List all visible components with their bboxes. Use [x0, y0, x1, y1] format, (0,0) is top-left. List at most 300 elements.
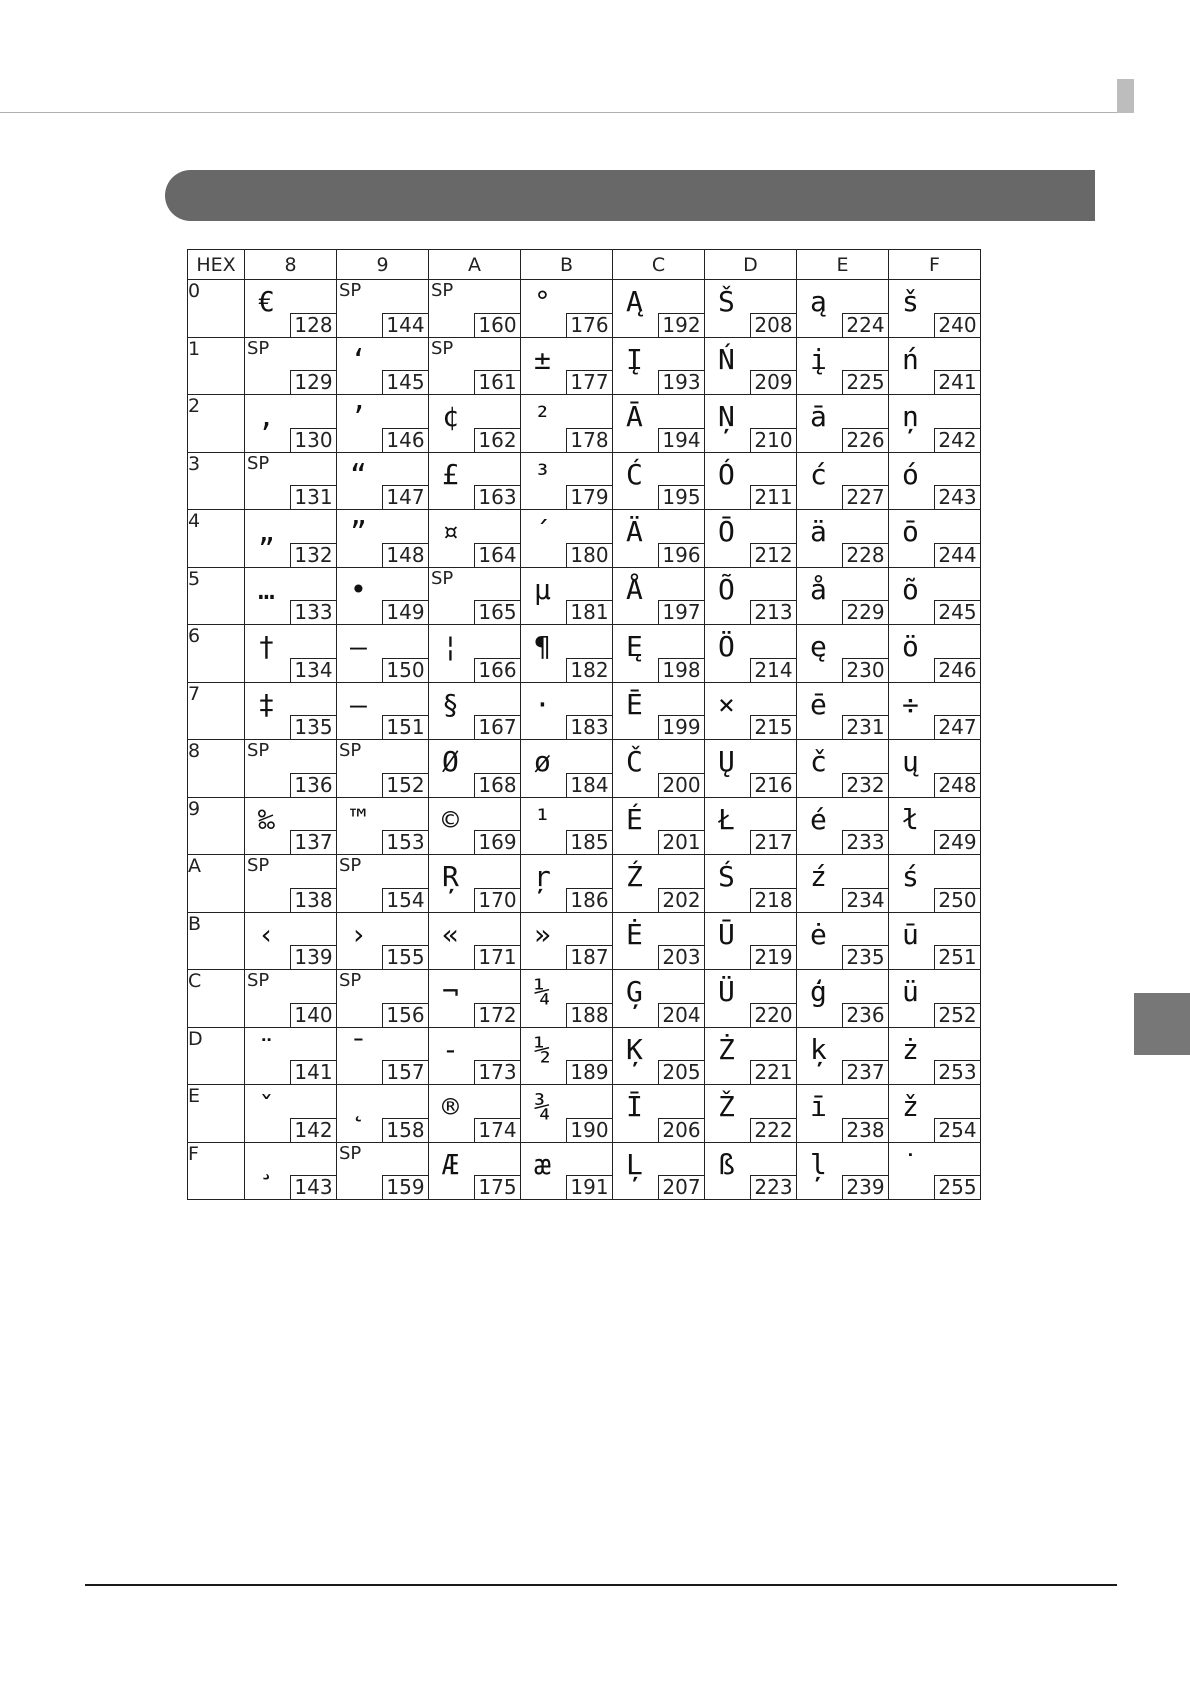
- char-code: 240: [934, 313, 980, 337]
- char-code: 218: [750, 888, 796, 912]
- char-cell: [889, 797, 981, 855]
- char-glyph: Ź: [626, 860, 643, 893]
- char-cell: [797, 510, 889, 568]
- row-header: 5: [188, 567, 245, 625]
- char-code: 242: [934, 428, 980, 452]
- char-glyph: ģ: [810, 975, 827, 1008]
- column-header: F: [889, 250, 981, 280]
- table-row: [188, 970, 981, 1028]
- char-code: 183: [566, 715, 612, 739]
- char-cell: [245, 740, 337, 798]
- char-code: 238: [842, 1118, 888, 1142]
- char-code: 169: [474, 830, 520, 854]
- char-glyph: ˙: [902, 1147, 919, 1181]
- char-glyph: SP: [339, 740, 362, 761]
- char-code: 221: [750, 1060, 796, 1084]
- char-cell: [613, 855, 705, 913]
- char-code: 219: [750, 945, 796, 969]
- char-code: 182: [566, 658, 612, 682]
- char-code: 241: [934, 370, 980, 394]
- row-header: 9: [188, 797, 245, 855]
- row-header: 2: [188, 395, 245, 453]
- char-glyph: ó: [902, 457, 919, 491]
- char-glyph: °: [534, 285, 551, 318]
- char-code: 213: [750, 600, 796, 624]
- char-cell: [429, 1142, 521, 1200]
- char-glyph: ÷: [902, 687, 919, 721]
- char-cell: [613, 970, 705, 1028]
- char-code: 200: [658, 773, 704, 797]
- char-cell: [797, 337, 889, 395]
- char-code: 197: [658, 600, 704, 624]
- char-code: 254: [934, 1118, 980, 1142]
- char-cell: [245, 337, 337, 395]
- char-glyph: ż: [902, 1032, 919, 1066]
- char-glyph: –: [350, 630, 367, 663]
- table-row: [188, 280, 981, 338]
- char-code: 149: [382, 600, 428, 624]
- char-cell: [337, 682, 429, 740]
- char-glyph: Å: [626, 572, 643, 606]
- char-cell: [889, 1142, 981, 1200]
- char-cell: [337, 452, 429, 510]
- char-glyph: Č: [626, 745, 643, 778]
- row-header: B: [188, 912, 245, 970]
- char-code: 232: [842, 773, 888, 797]
- char-cell: [889, 452, 981, 510]
- char-code: 160: [474, 313, 520, 337]
- char-cell: [705, 1085, 797, 1143]
- char-glyph: ā: [810, 400, 827, 433]
- table-row: [188, 625, 981, 683]
- char-cell: [429, 395, 521, 453]
- char-glyph: ć: [810, 457, 827, 491]
- char-code: 143: [290, 1175, 336, 1199]
- char-code: 162: [474, 428, 520, 452]
- char-code: 151: [382, 715, 428, 739]
- char-code: 137: [290, 830, 336, 854]
- character-code-table: [187, 249, 981, 1200]
- char-code: 194: [658, 428, 704, 452]
- corner-tab: [1117, 79, 1134, 113]
- char-code: 231: [842, 715, 888, 739]
- char-cell: [889, 1027, 981, 1085]
- char-cell: [889, 510, 981, 568]
- char-code: 173: [474, 1060, 520, 1084]
- char-code: 139: [290, 945, 336, 969]
- char-cell: [797, 625, 889, 683]
- char-glyph: SP: [339, 855, 362, 876]
- char-glyph: ł: [902, 802, 919, 836]
- char-cell: [797, 740, 889, 798]
- char-glyph: ß: [718, 1147, 735, 1181]
- top-rule: [0, 112, 1134, 113]
- char-cell: [521, 625, 613, 683]
- char-code: 130: [290, 428, 336, 452]
- char-glyph: ü: [902, 975, 919, 1008]
- char-glyph: ˛: [350, 1090, 367, 1123]
- char-glyph: “: [350, 457, 367, 491]
- char-code: 209: [750, 370, 796, 394]
- char-code: 129: [290, 370, 336, 394]
- char-glyph: ū: [902, 917, 919, 951]
- char-code: 244: [934, 543, 980, 567]
- char-code: 164: [474, 543, 520, 567]
- char-glyph: Ż: [718, 1032, 735, 1066]
- char-cell: [889, 337, 981, 395]
- char-glyph: ō: [902, 515, 919, 548]
- char-code: 199: [658, 715, 704, 739]
- char-glyph: ś: [902, 860, 919, 893]
- char-code: 215: [750, 715, 796, 739]
- char-cell: [613, 797, 705, 855]
- char-glyph: ›: [350, 917, 367, 951]
- char-code: 245: [934, 600, 980, 624]
- column-header: E: [797, 250, 889, 280]
- char-glyph: SP: [247, 452, 270, 474]
- char-cell: [613, 452, 705, 510]
- row-header: 0: [188, 280, 245, 338]
- char-glyph: †: [258, 630, 275, 663]
- hex-corner-label: HEX: [188, 250, 245, 280]
- char-cell: [337, 740, 429, 798]
- char-glyph: SP: [431, 567, 454, 589]
- char-code: 226: [842, 428, 888, 452]
- char-cell: [521, 452, 613, 510]
- char-cell: [797, 1085, 889, 1143]
- char-code: 193: [658, 370, 704, 394]
- char-glyph: »: [534, 917, 551, 951]
- char-cell: [337, 625, 429, 683]
- char-cell: [429, 855, 521, 913]
- char-code: 174: [474, 1118, 520, 1142]
- char-cell: [521, 682, 613, 740]
- char-cell: [245, 510, 337, 568]
- char-code: 223: [750, 1175, 796, 1199]
- char-glyph: ”: [350, 515, 367, 548]
- char-glyph: Į: [626, 342, 643, 376]
- char-cell: [705, 912, 797, 970]
- char-glyph: š: [902, 285, 919, 318]
- char-glyph: ¢: [442, 400, 459, 433]
- char-cell: [797, 682, 889, 740]
- char-cell: [613, 682, 705, 740]
- char-code: 142: [290, 1118, 336, 1142]
- char-cell: [889, 625, 981, 683]
- char-code: 227: [842, 485, 888, 509]
- char-cell: [521, 797, 613, 855]
- char-code: 148: [382, 543, 428, 567]
- char-code: 253: [934, 1060, 980, 1084]
- char-code: 188: [566, 1003, 612, 1027]
- char-glyph: Ć: [626, 457, 643, 491]
- char-cell: [521, 970, 613, 1028]
- column-header: 8: [245, 250, 337, 280]
- char-cell: [521, 1085, 613, 1143]
- row-header: 7: [188, 682, 245, 740]
- char-cell: [245, 1142, 337, 1200]
- char-glyph: Õ: [718, 572, 735, 606]
- char-glyph: Ø: [442, 745, 459, 778]
- char-cell: [705, 625, 797, 683]
- char-cell: [245, 797, 337, 855]
- char-code: 222: [750, 1118, 796, 1142]
- char-cell: [337, 1027, 429, 1085]
- char-cell: [429, 970, 521, 1028]
- char-code: 166: [474, 658, 520, 682]
- char-cell: [705, 1027, 797, 1085]
- char-glyph: SP: [339, 1142, 362, 1164]
- table-row: [188, 395, 981, 453]
- table-row: [188, 1085, 981, 1143]
- char-cell: [429, 280, 521, 338]
- char-code: 179: [566, 485, 612, 509]
- char-glyph: ¨: [258, 1032, 275, 1066]
- char-glyph: ´: [534, 515, 551, 548]
- char-cell: [245, 1085, 337, 1143]
- char-glyph: ę: [810, 630, 827, 663]
- char-code: 192: [658, 313, 704, 337]
- char-glyph: į: [810, 342, 827, 376]
- char-cell: [429, 625, 521, 683]
- char-code: 144: [382, 313, 428, 337]
- char-cell: [245, 280, 337, 338]
- char-glyph: ų: [902, 745, 919, 778]
- char-code: 171: [474, 945, 520, 969]
- char-glyph: §: [442, 687, 459, 721]
- char-glyph: ®: [442, 1090, 459, 1123]
- char-cell: [705, 567, 797, 625]
- char-code: 131: [290, 485, 336, 509]
- char-glyph: ’: [350, 400, 367, 433]
- char-code: 247: [934, 715, 980, 739]
- char-cell: [889, 970, 981, 1028]
- char-code: 191: [566, 1175, 612, 1199]
- row-header: D: [188, 1027, 245, 1085]
- char-glyph: Ģ: [626, 975, 643, 1008]
- table-row: [188, 740, 981, 798]
- char-glyph: ¬: [442, 975, 459, 1008]
- char-cell: [705, 797, 797, 855]
- char-cell: [889, 682, 981, 740]
- char-cell: [613, 510, 705, 568]
- char-glyph: Ä: [626, 515, 643, 548]
- char-glyph: å: [810, 572, 827, 606]
- char-cell: [245, 567, 337, 625]
- row-header: E: [188, 1085, 245, 1143]
- char-cell: [705, 452, 797, 510]
- char-cell: [337, 1142, 429, 1200]
- char-glyph: Ķ: [626, 1032, 643, 1066]
- char-glyph: Ų: [718, 745, 735, 778]
- char-cell: [613, 912, 705, 970]
- char-code: 140: [290, 1003, 336, 1027]
- char-glyph: ¦: [442, 630, 459, 663]
- char-code: 255: [934, 1175, 980, 1199]
- char-cell: [797, 1027, 889, 1085]
- char-cell: [889, 280, 981, 338]
- char-glyph: ½: [534, 1032, 551, 1066]
- char-cell: [613, 1085, 705, 1143]
- char-glyph: —: [350, 687, 367, 721]
- char-glyph: ·: [534, 687, 551, 721]
- char-cell: [429, 337, 521, 395]
- char-code: 206: [658, 1118, 704, 1142]
- char-code: 210: [750, 428, 796, 452]
- char-glyph: …: [258, 572, 275, 606]
- char-cell: [245, 395, 337, 453]
- char-code: 155: [382, 945, 428, 969]
- char-glyph: SP: [247, 970, 270, 991]
- char-code: 176: [566, 313, 612, 337]
- char-cell: [245, 452, 337, 510]
- char-cell: [797, 970, 889, 1028]
- char-code: 224: [842, 313, 888, 337]
- table-row: [188, 567, 981, 625]
- char-code: 233: [842, 830, 888, 854]
- row-header: 6: [188, 625, 245, 683]
- char-cell: [797, 395, 889, 453]
- char-cell: [705, 510, 797, 568]
- char-glyph: µ: [534, 572, 551, 606]
- char-code: 178: [566, 428, 612, 452]
- char-code: 136: [290, 773, 336, 797]
- char-glyph: õ: [902, 572, 919, 606]
- table-row: [188, 682, 981, 740]
- char-glyph: SP: [247, 855, 270, 876]
- char-code: 135: [290, 715, 336, 739]
- char-glyph: ź: [810, 860, 827, 893]
- char-glyph: ŗ: [534, 860, 551, 893]
- char-code: 243: [934, 485, 980, 509]
- char-cell: [429, 797, 521, 855]
- char-code: 202: [658, 888, 704, 912]
- char-cell: [889, 912, 981, 970]
- char-glyph: ø: [534, 745, 551, 778]
- char-glyph: «: [442, 917, 459, 951]
- char-code: 249: [934, 830, 980, 854]
- char-cell: [797, 797, 889, 855]
- char-glyph: ī: [810, 1090, 827, 1123]
- char-glyph: ö: [902, 630, 919, 663]
- char-code: 252: [934, 1003, 980, 1027]
- char-glyph: ²: [534, 400, 551, 433]
- char-code: 220: [750, 1003, 796, 1027]
- char-glyph: £: [442, 457, 459, 491]
- char-code: 235: [842, 945, 888, 969]
- char-code: 184: [566, 773, 612, 797]
- char-code: 234: [842, 888, 888, 912]
- char-code: 180: [566, 543, 612, 567]
- char-code: 196: [658, 543, 704, 567]
- char-cell: [521, 1142, 613, 1200]
- char-glyph: ‹: [258, 917, 275, 951]
- char-cell: [245, 682, 337, 740]
- char-code: 216: [750, 773, 796, 797]
- char-code: 141: [290, 1060, 336, 1084]
- char-code: 177: [566, 370, 612, 394]
- char-glyph: ē: [810, 687, 827, 721]
- char-cell: [705, 1142, 797, 1200]
- char-code: 186: [566, 888, 612, 912]
- char-glyph: ©: [442, 802, 459, 836]
- char-glyph: ķ: [810, 1032, 827, 1066]
- row-header: 1: [188, 337, 245, 395]
- char-cell: [337, 912, 429, 970]
- char-code: 132: [290, 543, 336, 567]
- char-code: 168: [474, 773, 520, 797]
- char-code: 138: [290, 888, 336, 912]
- char-cell: [245, 855, 337, 913]
- char-glyph: ×: [718, 687, 735, 721]
- char-glyph: ļ: [810, 1147, 827, 1181]
- char-glyph: Ŗ: [442, 860, 459, 893]
- char-cell: [429, 912, 521, 970]
- char-code: 208: [750, 313, 796, 337]
- char-code: 237: [842, 1060, 888, 1084]
- column-header: B: [521, 250, 613, 280]
- char-cell: [337, 1085, 429, 1143]
- char-cell: [889, 567, 981, 625]
- char-code: 207: [658, 1175, 704, 1199]
- side-chapter-tab: [1134, 993, 1190, 1055]
- char-code: 133: [290, 600, 336, 624]
- char-code: 134: [290, 658, 336, 682]
- char-cell: [245, 970, 337, 1028]
- char-glyph: Š: [718, 285, 735, 318]
- char-cell: [705, 337, 797, 395]
- row-header: A: [188, 855, 245, 913]
- char-glyph: ˇ: [258, 1090, 275, 1123]
- char-glyph: É: [626, 802, 643, 836]
- char-code: 185: [566, 830, 612, 854]
- char-glyph: €: [258, 285, 275, 318]
- char-glyph: Ł: [718, 802, 735, 836]
- table-row: [188, 452, 981, 510]
- char-code: 212: [750, 543, 796, 567]
- char-code: 236: [842, 1003, 888, 1027]
- char-code: 161: [474, 370, 520, 394]
- char-code: 195: [658, 485, 704, 509]
- char-code: 147: [382, 485, 428, 509]
- char-cell: [521, 280, 613, 338]
- char-code: 152: [382, 773, 428, 797]
- char-glyph: •: [350, 572, 367, 606]
- char-code: 189: [566, 1060, 612, 1084]
- char-glyph: Æ: [442, 1147, 459, 1181]
- char-glyph: Ū: [718, 917, 735, 951]
- char-code: 214: [750, 658, 796, 682]
- char-cell: [337, 797, 429, 855]
- row-header: C: [188, 970, 245, 1028]
- section-heading-bar: [165, 170, 1095, 221]
- table-row: [188, 1027, 981, 1085]
- table-row: [188, 510, 981, 568]
- char-cell: [245, 912, 337, 970]
- char-code: 248: [934, 773, 980, 797]
- char-glyph: ¸: [258, 1147, 275, 1181]
- column-header: A: [429, 250, 521, 280]
- char-glyph: SP: [247, 740, 270, 761]
- char-glyph: ¹: [534, 802, 551, 836]
- char-cell: [521, 337, 613, 395]
- char-glyph: ¶: [534, 630, 551, 663]
- char-glyph: Ö: [718, 630, 735, 663]
- row-header: 8: [188, 740, 245, 798]
- char-cell: [521, 1027, 613, 1085]
- char-glyph: ¤: [442, 515, 459, 548]
- char-cell: [613, 1142, 705, 1200]
